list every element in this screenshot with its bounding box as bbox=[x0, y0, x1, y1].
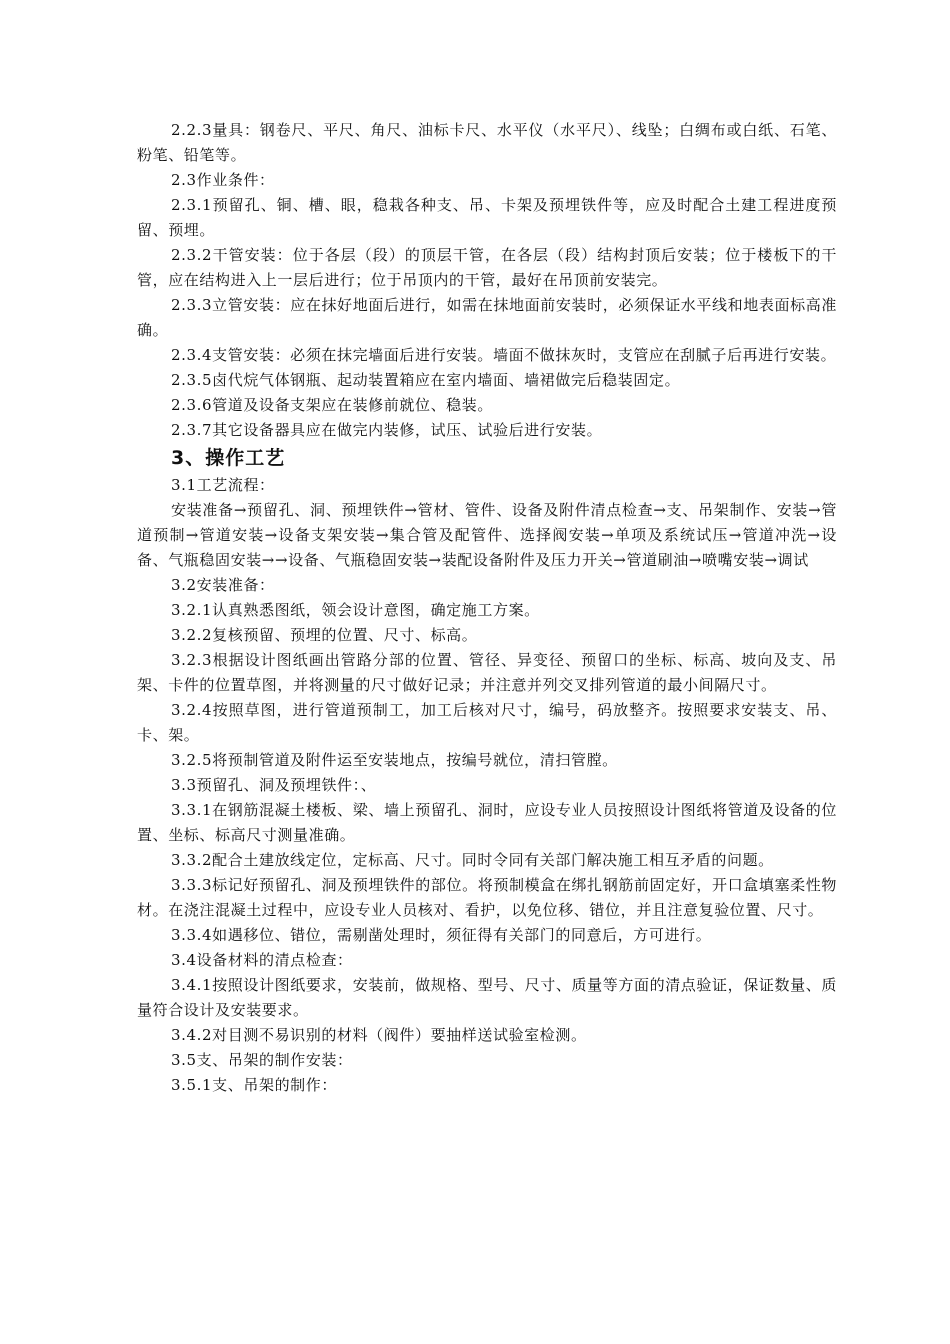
paragraph: 3.3预留孔、洞及预埋铁件：、 bbox=[171, 776, 377, 794]
paragraph: 2.3.3立管安装：应在抹好地面后进行，如需在抹地面前安装时，必须保证水平线和地表面标高准确。 bbox=[137, 296, 837, 339]
paragraph: 3.2.1认真熟悉图纸，领会设计意图，确定施工方案。 bbox=[171, 601, 540, 619]
paragraph: 2.3.4支管安装：必须在抹完墙面后进行安装。墙面不做抹灰时，支管应在刮腻子后再进行安装。 bbox=[171, 346, 837, 364]
paragraph: 3.4.1按照设计图纸要求，安装前，做规格、型号、尺寸、质量等方面的清点验证，保证数量、质量符合设计及安装要求。 bbox=[137, 976, 837, 1019]
paragraph: 3.3.1在钢筋混凝土楼板、梁、墙上预留孔、洞时，应设专业人员按照设计图纸将管道及设备的位置、坐标、标高尺寸测量准确。 bbox=[137, 801, 837, 844]
paragraph: 3.2.2复核预留、预埋的位置、尺寸、标高。 bbox=[171, 626, 478, 644]
document-body bbox=[137, 118, 837, 1098]
paragraph: 3.4设备材料的清点检查： bbox=[171, 951, 353, 969]
paragraph: 2.3.6管道及设备支架应在装修前就位、稳装。 bbox=[171, 396, 493, 414]
paragraph: 3.3.4如遇移位、错位，需剔凿处理时，须征得有关部门的同意后，方可进行。 bbox=[171, 926, 712, 944]
paragraph: 3.5.1支、吊架的制作： bbox=[171, 1076, 337, 1094]
paragraph: 2.3.2干管安装：位于各层（段）的顶层干管，在各层（段）结构封顶后安装；位于楼板下的干管，应在结构进入上一层后进行；位于吊顶内的干管，最好在吊顶前安装完。 bbox=[137, 246, 837, 289]
paragraph: 2.3.5卤代烷气体钢瓶、起动装置箱应在室内墙面、墙裙做完后稳装固定。 bbox=[171, 371, 681, 389]
paragraph: 3.4.2对目测不易识别的材料（阀件）要抽样送试验室检测。 bbox=[171, 1026, 587, 1044]
paragraph: 2.3作业条件： bbox=[171, 171, 275, 189]
paragraph: 3.5支、吊架的制作安装： bbox=[171, 1051, 353, 1069]
section-heading: 3、操作工艺 bbox=[171, 447, 286, 469]
paragraph: 3.3.3标记好预留孔、洞及预埋铁件的部位。将预制模盒在绑扎钢筋前固定好，开口盒填塞柔性物材。在浇注混凝土过程中，应设专业人员核对、看护，以免位移、错位，并且注意复验位置、尺寸。 bbox=[137, 876, 837, 919]
paragraph: 3.2.3根据设计图纸画出管路分部的位置、管径、异变径、预留口的坐标、标高、坡向及支、吊架、卡件的位置草图，并将测量的尺寸做好记录；并注意并列交叉排列管道的最小间隔尺寸。 bbox=[137, 651, 837, 694]
paragraph: 3.1工艺流程： bbox=[171, 476, 275, 494]
paragraph: 3.2.5将预制管道及附件运至安装地点，按编号就位，清扫管膛。 bbox=[171, 751, 618, 769]
paragraph: 3.2.4按照草图，进行管道预制工，加工后核对尺寸，编号，码放整齐。按照要求安装支、吊、卡、架。 bbox=[137, 701, 837, 744]
paragraph: 3.2安装准备： bbox=[171, 576, 275, 594]
paragraph: 2.3.1预留孔、铜、槽、眼，稳栽各种支、吊、卡架及预埋铁件等，应及时配合土建工程进度预留、预埋。 bbox=[137, 196, 837, 239]
paragraph: 2.2.3量具：钢卷尺、平尺、角尺、油标卡尺、水平仪（水平尺）、线坠；白绸布或白纸、石笔、粉笔、铅笔等。 bbox=[137, 121, 837, 164]
paragraph: 3.3.2配合土建放线定位，定标高、尺寸。同时令同有关部门解决施工相互矛盾的问题。 bbox=[171, 851, 774, 869]
paragraph: 安装准备→预留孔、洞、预埋铁件→管材、管件、设备及附件清点检查→支、吊架制作、安装→管道预制→管道安装→设备支架安装→集合管及配管件、选择阀安装→单项及系统试压→管道冲洗→设备、气瓶稳固安装→→设备、气瓶稳固安装→装配设备附件及压力开关→管道刷油→喷嘴安装→调试 bbox=[137, 501, 837, 569]
paragraph: 2.3.7其它设备器具应在做完内装修，试压、试验后进行安装。 bbox=[171, 421, 603, 439]
